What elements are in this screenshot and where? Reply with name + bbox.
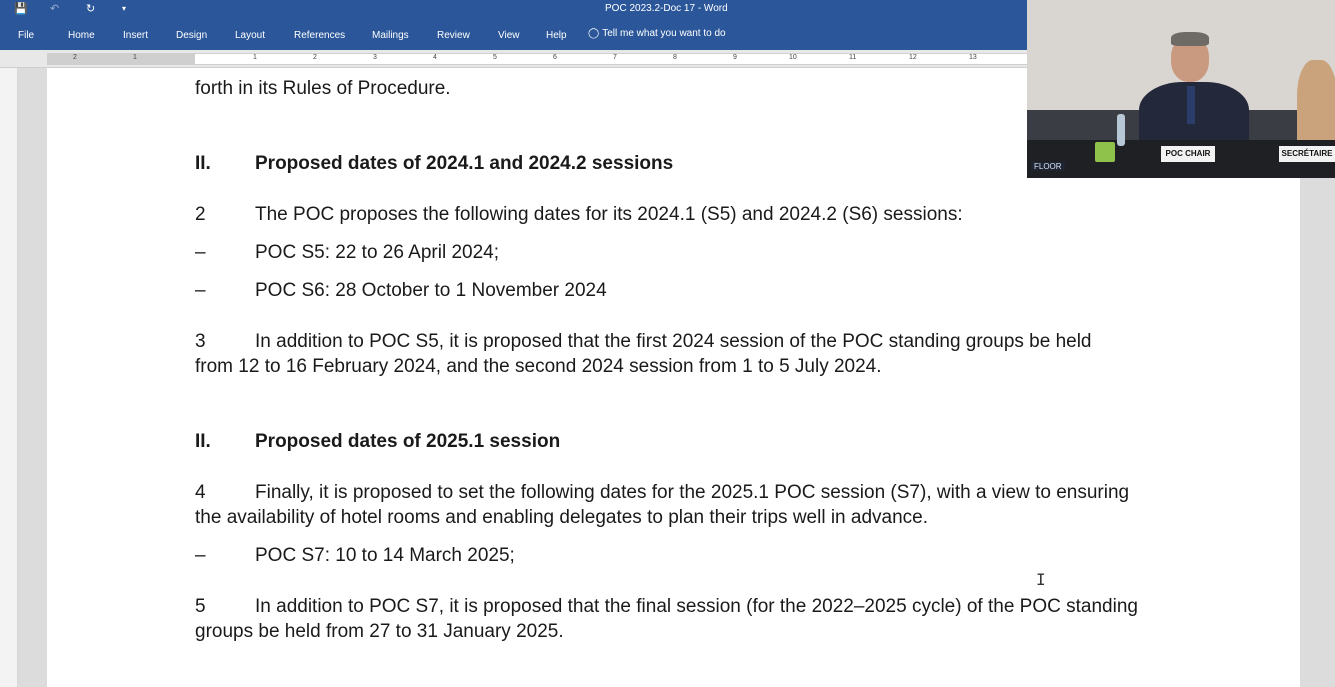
paragraph-text: In addition to POC S5, it is proposed that the first 2024 session of the POC standing groups be held (255, 331, 1092, 352)
tab-help[interactable]: Help (546, 30, 567, 41)
badge-secretaire: SECRÉTAIRE (1279, 146, 1335, 162)
ruler-tick: 8 (673, 54, 677, 61)
ruler-tick: 5 (493, 54, 497, 61)
bullet-item: POC S6: 28 October to 1 November 2024 (255, 280, 607, 301)
video-person-right (1297, 60, 1335, 150)
paragraph-number: 2 (195, 204, 206, 225)
tab-view[interactable]: View (498, 30, 520, 41)
water-bottle (1117, 114, 1125, 146)
tell-me-search[interactable] (588, 28, 726, 39)
ruler-tick: 10 (789, 54, 797, 61)
ruler-tick: 9 (733, 54, 737, 61)
bullet-dash: – (195, 242, 206, 263)
ruler-tick: 1 (253, 54, 257, 61)
tab-review[interactable]: Review (437, 30, 470, 41)
badge-chair: POC CHAIR (1161, 146, 1215, 162)
tab-mailings[interactable]: Mailings (372, 30, 409, 41)
water-glass (1095, 142, 1115, 162)
paragraph-text: In addition to POC S7, it is proposed that the final session (for the 2022–2025 cycle) of the POC standing (255, 596, 1138, 617)
ruler-tick: 12 (909, 54, 917, 61)
ruler-tick: 13 (969, 54, 977, 61)
tab-references[interactable]: References (294, 30, 346, 41)
person-hair (1171, 32, 1209, 46)
paragraph-text: Finally, it is proposed to set the following dates for the 2025.1 POC session (S7), with a view to ensuring (255, 482, 1130, 503)
section-heading: Proposed dates of 2025.1 session (255, 431, 561, 452)
tab-home[interactable]: Home (68, 30, 95, 41)
paragraph-number: 5 (195, 596, 206, 617)
tab-insert[interactable]: Insert (123, 30, 149, 41)
redo-icon[interactable]: ↻ (86, 3, 96, 15)
ruler-tick: 4 (433, 54, 437, 61)
paragraph-number: 4 (195, 482, 206, 503)
bullet-item: POC S7: 10 to 14 March 2025; (255, 545, 515, 566)
undo-icon[interactable]: ↶ (50, 3, 60, 15)
section-heading: Proposed dates of 2024.1 and 2024.2 sessions (255, 153, 674, 174)
tab-layout[interactable]: Layout (235, 30, 266, 41)
bullet-item: POC S5: 22 to 26 April 2024; (255, 242, 499, 263)
floor-label: FLOOR (1031, 162, 1065, 171)
tab-file[interactable]: File (18, 30, 35, 41)
ruler-tick: 1 (133, 54, 137, 61)
ruler-tick: 6 (553, 54, 557, 61)
tell-me-label: Tell me what you want to do (602, 28, 726, 39)
window-title: POC 2023.2-Doc 17 - Word (605, 3, 728, 14)
quick-access-dropdown-icon[interactable]: ▾ (122, 4, 127, 13)
save-icon[interactable]: 💾 (14, 3, 28, 15)
vertical-ruler[interactable] (0, 68, 18, 687)
lightbulb-icon: ◯ (588, 28, 600, 39)
tab-design[interactable]: Design (176, 30, 208, 41)
text-cursor-icon: I (1036, 570, 1046, 589)
bullet-dash: – (195, 280, 206, 301)
video-person (1139, 36, 1249, 146)
video-feed (1027, 0, 1335, 178)
paragraph-text: groups be held from 27 to 31 January 2025. (195, 621, 564, 642)
ruler-left-margin (47, 53, 195, 65)
ruler-tick: 2 (313, 54, 317, 61)
ruler-tick: 7 (613, 54, 617, 61)
bullet-dash: – (195, 545, 206, 566)
paragraph-fragment: forth in its Rules of Procedure. (195, 78, 451, 99)
paragraph-number: 3 (195, 331, 206, 352)
ruler-tick: 11 (849, 54, 857, 61)
paragraph-text: The POC proposes the following dates for its 2024.1 (S5) and 2024.2 (S6) sessions: (255, 204, 963, 225)
person-tie (1187, 86, 1195, 124)
heading-number: II. (195, 153, 211, 174)
paragraph-text: from 12 to 16 February 2024, and the second 2024 session from 1 to 5 July 2024. (195, 356, 882, 377)
ruler-tick: 3 (373, 54, 377, 61)
paragraph-text: the availability of hotel rooms and enabling delegates to plan their trips well in advance. (195, 507, 929, 528)
ruler-tick: 2 (73, 54, 77, 61)
heading-number: II. (195, 431, 211, 452)
